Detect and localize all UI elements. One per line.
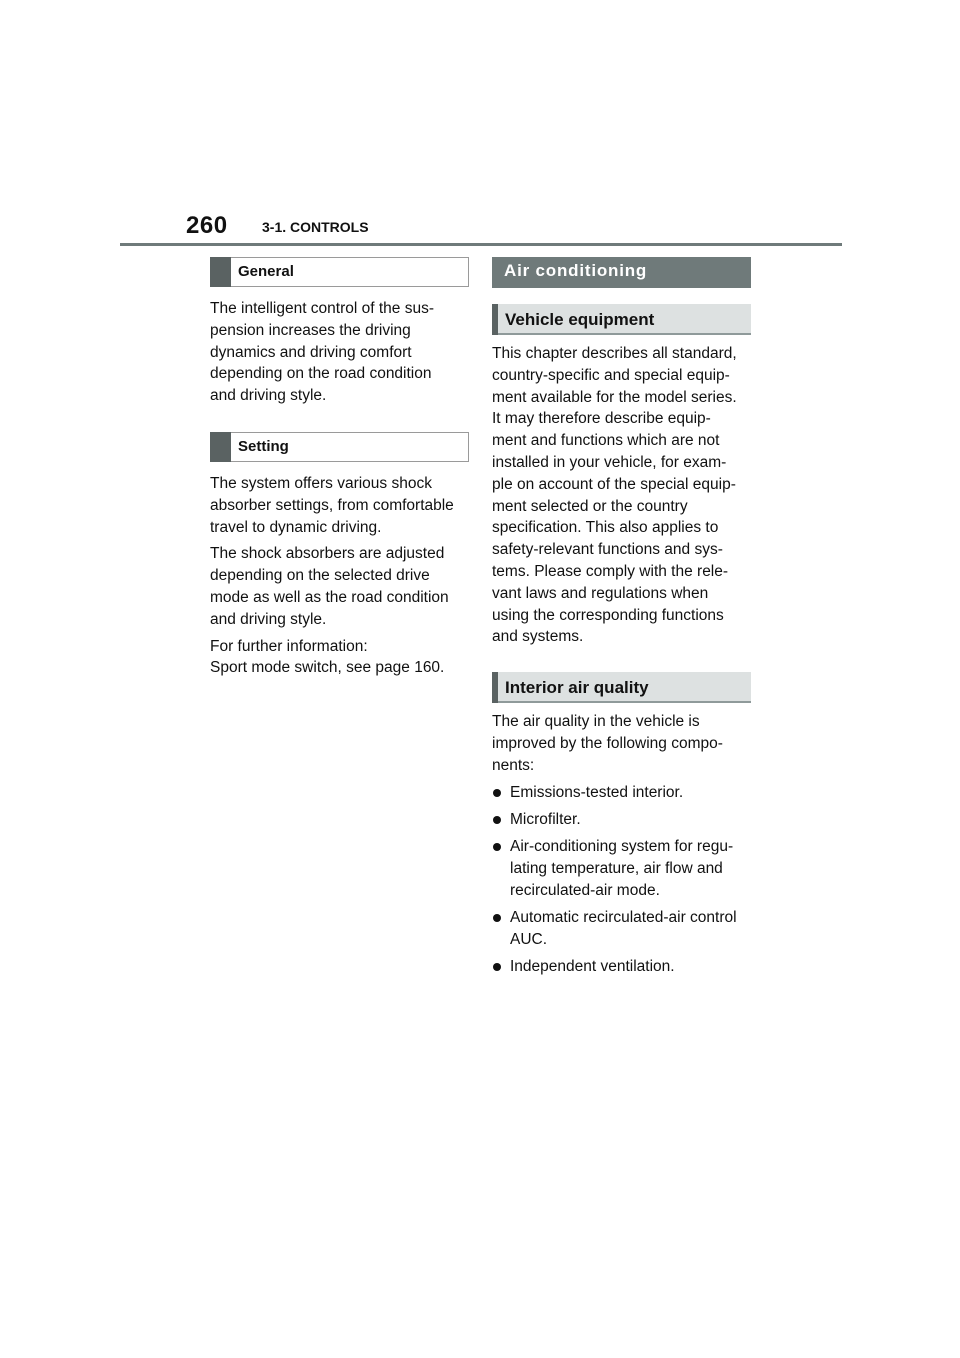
bullet-icon xyxy=(493,789,501,797)
page-number: 260 xyxy=(186,212,228,239)
list-item xyxy=(492,836,751,901)
setting-heading xyxy=(210,432,469,462)
bullet-icon xyxy=(493,914,501,922)
interior-air-quality-heading-label: Interior air quality xyxy=(505,678,649,698)
vehicle-equipment-text: This chapter describes all standard, country-specific and special equip- ment available for the model series. It may therefore describe equip- ment and functions which are not installed in your vehicle, for exam- ple on account of the special equip- ment selected or the country specification. This also applies to safety-relevant functions and sys- tems. Please comply with the rele- vant laws and regulations when using the corresponding functions and systems. xyxy=(492,345,737,646)
interior-air-quality-heading xyxy=(492,672,751,703)
general-text: The intelligent control of the sus- pension increases the driving dynamics and driving comfort depending on the road condition and driving style. xyxy=(210,300,435,405)
list-item xyxy=(492,782,751,804)
list-item xyxy=(492,907,751,951)
list-item xyxy=(492,956,751,978)
list-item xyxy=(492,809,751,831)
setting-para-2: The shock absorbers are adjusted depending on the selected drive mode as well as the road condition and driving style. xyxy=(210,545,449,628)
section-title: 3-1. CONTROLS xyxy=(262,219,369,235)
general-heading-label: General xyxy=(238,263,294,280)
air-quality-list xyxy=(492,782,751,978)
bullet-icon xyxy=(493,843,501,851)
vehicle-equipment-heading xyxy=(492,304,751,335)
setting-heading-label: Setting xyxy=(238,437,289,455)
right-column xyxy=(492,257,751,983)
air-conditioning-heading-label: Air conditioning xyxy=(504,261,648,280)
list-item-text: Emissions-tested interior. xyxy=(510,783,684,801)
setting-para-3: For further information: Sport mode switch, see page 160. xyxy=(210,637,445,677)
general-heading xyxy=(210,257,469,287)
air-conditioning-heading xyxy=(492,257,751,288)
bullet-icon xyxy=(493,963,501,971)
header-rule xyxy=(120,243,842,246)
list-item-text: Air-conditioning system for regu- lating temperature, air flow and recirculated-air mode. xyxy=(510,838,734,899)
list-item-text: Automatic recirculated-air control AUC. xyxy=(510,909,737,948)
interior-air-quality-intro: The air quality in the vehicle is improved by the following compo- nents: xyxy=(492,713,723,774)
setting-para-1: The system offers various shock absorber settings, from comfortable travel to dynamic driving. xyxy=(210,474,454,536)
bullet-icon xyxy=(493,816,501,824)
left-column xyxy=(210,257,469,679)
list-item-text: Microfilter. xyxy=(510,810,581,828)
vehicle-equipment-heading-label: Vehicle equipment xyxy=(505,310,655,329)
list-item-text: Independent ventilation. xyxy=(510,958,675,976)
